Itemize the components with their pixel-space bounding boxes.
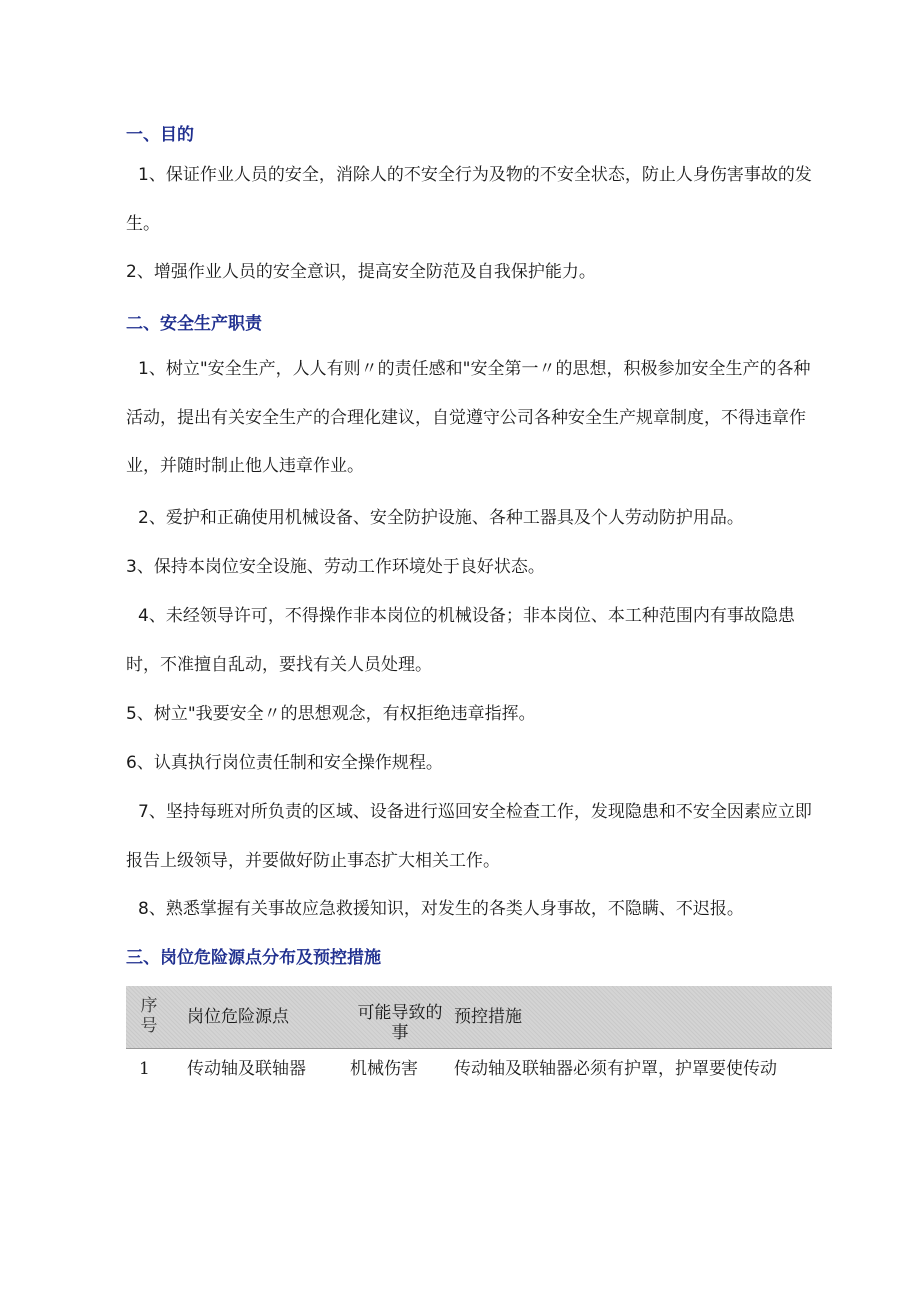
section-heading-hazards: 三、岗位危险源点分布及预控措施 bbox=[126, 948, 381, 968]
paragraph-duties-8: 8、熟悉掌握有关事故应急救援知识，对发生的各类人身事故，不隐瞒、不迟报。 bbox=[138, 899, 744, 919]
paragraph-duties-3: 3、保持本岗位安全设施、劳动工作环境处于良好状态。 bbox=[126, 557, 545, 577]
section-heading-purpose: 一、目的 bbox=[126, 125, 194, 145]
paragraph-duties-5: 5、树立"我要安全〃的思想观念，有权拒绝违章指挥。 bbox=[126, 704, 536, 724]
paragraph-purpose-2: 2、增强作业人员的安全意识，提高安全防范及自我保护能力。 bbox=[126, 262, 596, 282]
paragraph-duties-6: 6、认真执行岗位责任制和安全操作规程。 bbox=[126, 753, 443, 773]
table-cell-index: 1 bbox=[139, 1059, 150, 1079]
paragraph-duties-7: 7、坚持每班对所负责的区域、设备进行巡回安全检查工作，发现隐患和不安全因素应立即报告上级领导，并要做好防止事态扩大相关工作。 bbox=[126, 802, 812, 871]
section-heading-duties: 二、安全生产职责 bbox=[126, 314, 262, 334]
paragraph-duties-4: 4、未经领导许可，不得操作非本岗位的机械设备；非本岗位、本工种范围内有事故隐患时，不准擅自乱动，要找有关人员处理。 bbox=[126, 606, 795, 675]
table-cell-consequence: 机械伤害 bbox=[350, 1059, 418, 1079]
header-cell-consequence: 可能导致的事 bbox=[357, 1003, 443, 1043]
paragraph-purpose-1: 1、保证作业人员的安全，消除人的不安全行为及物的不安全状态，防止人身伤害事故的发生。 bbox=[126, 165, 812, 234]
header-cell-index: 序号 bbox=[140, 996, 158, 1036]
header-cell-measures: 预控措施 bbox=[454, 1007, 522, 1027]
header-cell-hazard-point: 岗位危险源点 bbox=[187, 1007, 289, 1027]
paragraph-duties-2: 2、爱护和正确使用机械设备、安全防护设施、各种工器具及个人劳动防护用品。 bbox=[138, 508, 744, 528]
table-cell-hazard-point: 传动轴及联轴器 bbox=[187, 1059, 306, 1079]
paragraph-duties-1: 1、树立"安全生产，人人有则〃的责任感和"安全第一〃的思想，积极参加安全生产的各种活动，提出有关安全生产的合理化建议，自觉遵守公司各种安全生产规章制度，不得违章作业，并随时制止他人违章作业。 bbox=[126, 359, 811, 476]
table-cell-measures: 传动轴及联轴器必须有护罩，护罩要使传动 bbox=[454, 1059, 777, 1079]
